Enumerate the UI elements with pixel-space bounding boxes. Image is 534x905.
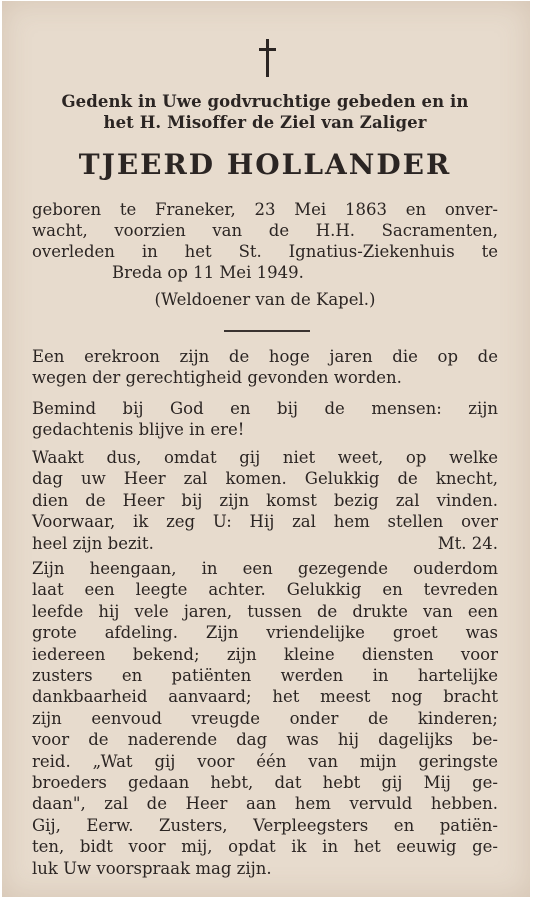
divider [224, 330, 310, 332]
verse-1 [32, 346, 498, 389]
bio-line-4: Breda op 11 Mei 1949. [112, 263, 304, 282]
eulogy-line: iedereen bekend; zijn kleine diensten voor [32, 644, 498, 664]
verse-3 [32, 447, 498, 554]
eulogy-line: voor de naderende dag was hij dagelijks be- [32, 730, 498, 750]
biography [32, 199, 498, 283]
verse-2-line-2: gedachtenis blijve in ere! [32, 420, 245, 440]
eulogy-line: zusters en patiënten werden in hartelijke [32, 666, 498, 686]
eulogy-line: leefde hij vele jaren, tussen de drukte van een [32, 601, 498, 621]
verse-2-line-1: Bemind bij God en bij de mensen: zijn [32, 399, 498, 418]
eulogy-line: Gij, Eerw. Zusters, Verpleegsters en patiën- [32, 815, 498, 835]
verse-3-line-3: dien de Heer bij zijn komst bezig zal vinden. [32, 490, 498, 510]
bio-line-3: overleden in het St. Ignatius-Ziekenhuis te [32, 242, 498, 261]
cross-icon [255, 39, 281, 79]
intro-text [32, 91, 498, 133]
verse-3-line-4: Voorwaar, ik zeg U: Hij zal hem stellen over [32, 512, 498, 532]
intro-line-2: het H. Misoffer de Ziel van Zaliger [103, 113, 427, 132]
eulogy-line: reid. „Wat gij voor één van mijn geringste [32, 751, 498, 771]
verse-3-line-1: Waakt dus, omdat gij niet weet, op welke [32, 448, 498, 467]
verse-1-line-1: Een erekroon zijn de hoge jaren die op de [32, 347, 498, 366]
subtitle: (Weldoener van de Kapel.) [154, 290, 376, 309]
eulogy-line: ten, bidt voor mij, opdat ik in het eeuwig ge- [32, 837, 498, 857]
verse-2 [32, 398, 498, 441]
eulogy-line: Zijn heengaan, in een gezegende ouderdom [32, 559, 498, 578]
eulogy-line: broeders gedaan hebt, dat hebt gij Mij ge- [32, 773, 498, 793]
deceased-name: TJEERD HOLLANDER [78, 148, 452, 181]
bio-line-2: wacht, voorzien van de H.H. Sacramenten, [32, 221, 498, 240]
intro-line-1: Gedenk in Uwe godvruchtige gebeden en in [61, 92, 469, 111]
memorial-card [2, 1, 530, 897]
verse-3-line-5-text: heel zijn bezit. [32, 533, 154, 553]
verse-3-line-5 [32, 533, 498, 554]
eulogy [32, 558, 498, 879]
verse-3-line-2: dag uw Heer zal komen. Gelukkig de knecht, [32, 469, 498, 489]
eulogy-line: dankbaarheid aanvaard; het meest nog bracht [32, 687, 498, 707]
eulogy-line: zijn eenvoud vreugde onder de kinderen; [32, 708, 498, 728]
eulogy-line: daan", zal de Heer aan hem vervuld hebben. [32, 794, 498, 814]
eulogy-line: luk Uw voorspraak mag zijn. [32, 858, 272, 878]
eulogy-line: laat een leegte achter. Gelukkig en tevreden [32, 580, 498, 600]
scripture-reference: Mt. 24. [437, 533, 498, 553]
bio-line-1: geboren te Franeker, 23 Mei 1863 en onver- [32, 200, 498, 219]
verse-1-line-2: wegen der gerechtigheid gevonden worden. [32, 368, 402, 388]
eulogy-line: grote afdeling. Zijn vriendelijke groet was [32, 623, 498, 643]
